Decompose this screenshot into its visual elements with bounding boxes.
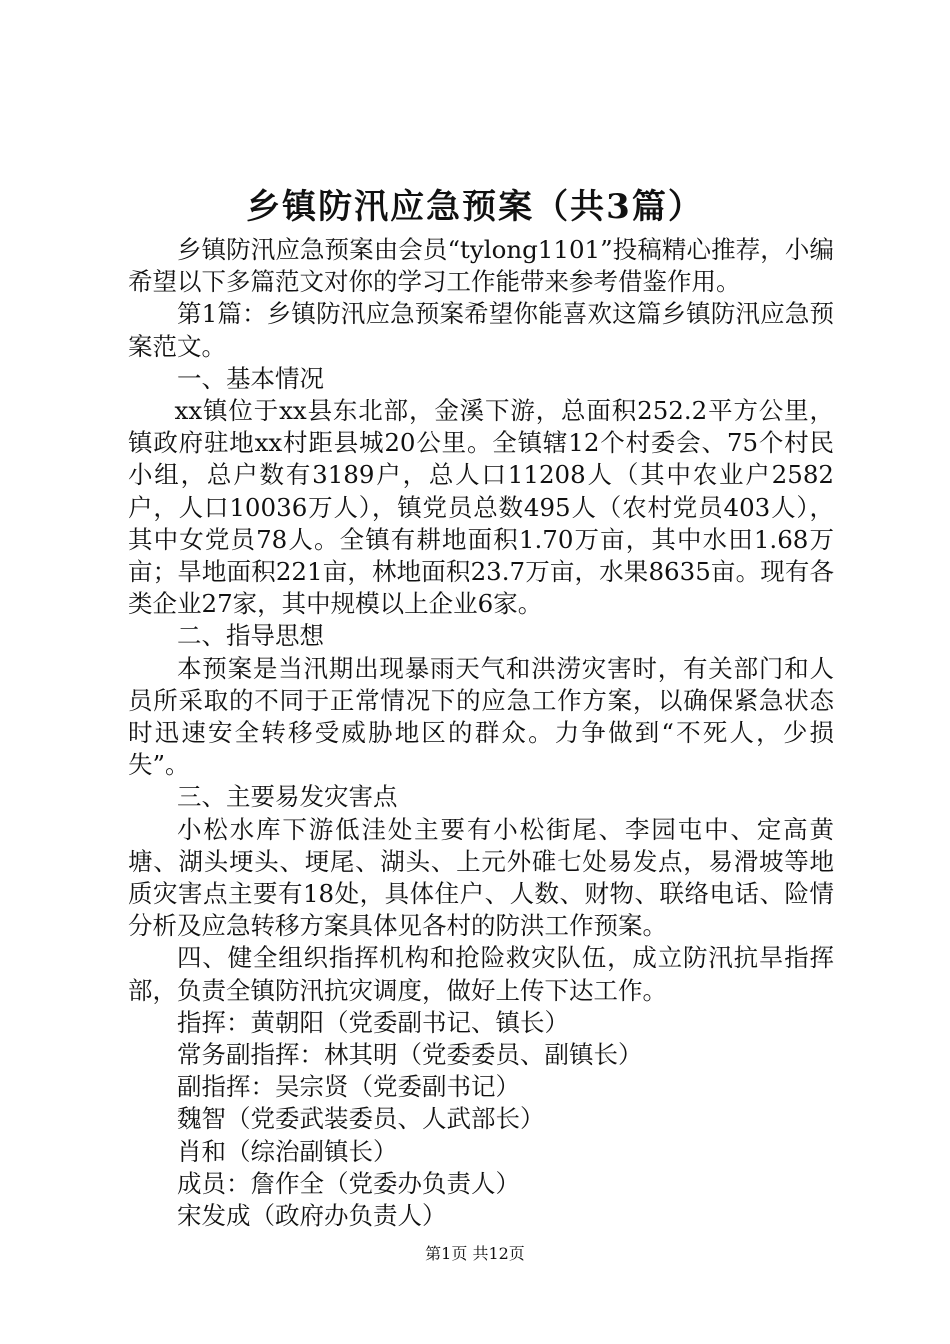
list-item-deputy-3: 肖和（综治副镇长） bbox=[177, 1136, 398, 1166]
paragraph-guiding-principle: 本预案是当汛期出现暴雨天气和洪涝灾害时，有关部门和人员所采取的不同于正常情况下的应急工作方案，以确保紧急状态时迅速安全转移受威胁地区的群众。力争做到“不死人，少损失”。 bbox=[128, 653, 834, 780]
list-item-deputy-2: 魏智（党委武装委员、人武部长） bbox=[177, 1104, 545, 1134]
section-heading-guiding-principle: 二、指导思想 bbox=[177, 621, 324, 651]
list-item-commander: 指挥：黄朝阳（党委副书记、镇长） bbox=[177, 1007, 569, 1037]
list-item-deputy-commander: 副指挥：吴宗贤（党委副书记） bbox=[177, 1072, 520, 1102]
paragraph-disaster-points: 小松水库下游低洼处主要有小松街尾、李园屯中、定高黄塘、湖头埂头、埂尾、湖头、上元外碓七处易发点，易滑坡等地质灾害点主要有18处，具体住户、人数、财物、联络电话、险情分析及应急转移方案具体见各村的防洪工作预案。 bbox=[128, 814, 834, 941]
list-item-member-1: 成员：詹作全（党委办负责人） bbox=[177, 1168, 520, 1198]
paragraph-organization: 四、健全组织指挥机构和抢险救灾队伍，成立防汛抗旱指挥部，负责全镇防汛抗灾调度，做好上传下达工作。 bbox=[128, 943, 834, 1005]
page-footer: 第1页 共12页 bbox=[425, 1244, 525, 1263]
list-item-member-2: 宋发成（政府办负责人） bbox=[177, 1201, 447, 1231]
section-heading-basic-info: 一、基本情况 bbox=[177, 363, 324, 393]
document-title: 乡镇防汛应急预案（共3篇） bbox=[246, 187, 704, 227]
paragraph-intro: 乡镇防汛应急预案由会员“tylong1101”投稿精心推荐，小编希望以下多篇范文对你的学习工作能带来参考借鉴作用。 bbox=[128, 235, 834, 297]
paragraph-basic-info: xx镇位于xx县东北部，金溪下游，总面积252.2平方公里，镇政府驻地xx村距县城20公里。全镇辖12个村委会、75个村民小组，总户数有3189户，总人口11208人（其中农业户2582户，人口10036万人），镇党员总数495人（农村党员403人），其中女党员78人。全镇有耕地面积1.70万亩，其中水田1.68万亩；旱地面积221亩，林地面积23.7万亩，水果8635亩。现有各类企业27家，其中规模以上企业6家。 bbox=[128, 396, 834, 619]
paragraph-article-1-heading: 第1篇：乡镇防汛应急预案希望你能喜欢这篇乡镇防汛应急预案范文。 bbox=[128, 299, 834, 361]
list-item-executive-deputy: 常务副指挥：林其明（党委委员、副镇长） bbox=[177, 1040, 643, 1070]
document-body bbox=[128, 234, 834, 1232]
section-heading-disaster-points: 三、主要易发灾害点 bbox=[177, 782, 398, 812]
